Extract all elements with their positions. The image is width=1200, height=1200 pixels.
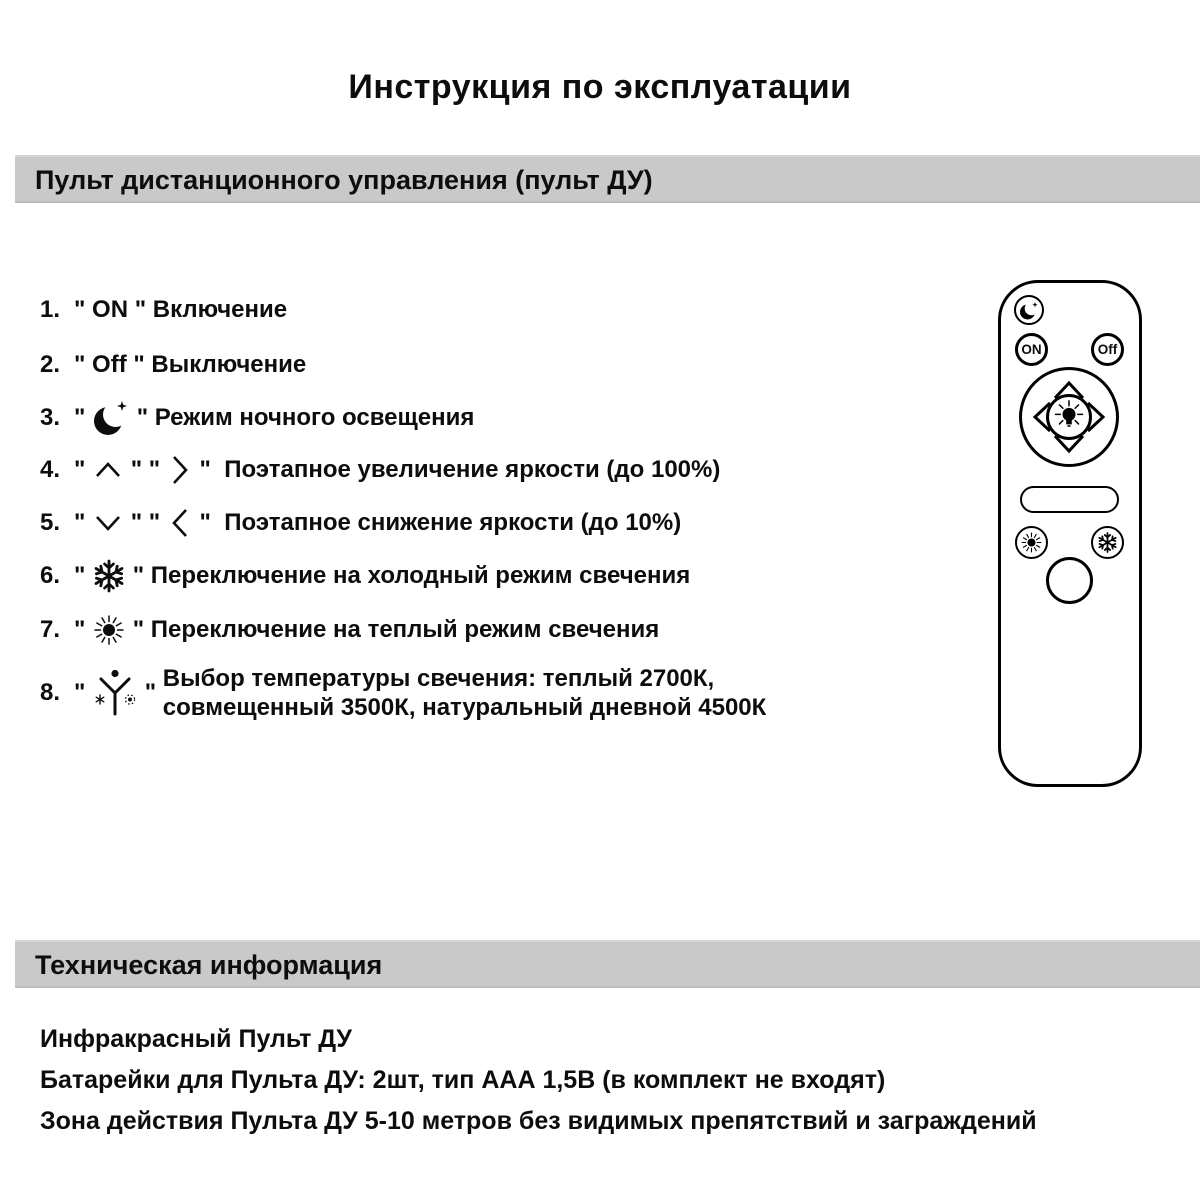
quote: " bbox=[74, 616, 93, 643]
sun-icon bbox=[1020, 531, 1043, 554]
quote: " bbox=[74, 562, 93, 589]
page-title: Инструкция по эксплуатации bbox=[348, 68, 852, 106]
item-text: Поэтапное снижение яркости (до 10%) bbox=[224, 509, 682, 536]
quote: " bbox=[74, 679, 93, 706]
item-number: 8. bbox=[40, 679, 61, 706]
instruction-item-3 bbox=[40, 398, 474, 438]
item-number: 5. bbox=[40, 509, 61, 536]
item-number: 4. bbox=[40, 456, 61, 483]
item-text: Выбор температуры свечения: теплый 2700К, совмещенный 3500К, натуральный дневной 4500К bbox=[162, 665, 767, 721]
chevron-up-icon bbox=[92, 455, 124, 485]
moon-icon bbox=[1019, 300, 1040, 321]
section-heading-remote: Пульт дистанционного управления (пульт ДУ) bbox=[15, 155, 1200, 203]
item-text: Переключение на холодный режим свечения bbox=[150, 562, 691, 589]
item-text: Поэтапное увеличение яркости (до 100%) bbox=[224, 456, 721, 483]
section-heading-tech: Техническая информация bbox=[15, 940, 1200, 988]
item-text: Режим ночного освещения bbox=[154, 404, 475, 431]
instruction-item-6 bbox=[40, 559, 690, 593]
tech-info-line: Инфракрасный Пульт ДУ bbox=[40, 1025, 352, 1053]
instruction-item-7 bbox=[40, 613, 659, 647]
on-label: ON bbox=[1021, 342, 1042, 357]
chevron-left-icon bbox=[167, 505, 193, 541]
quote: " bbox=[130, 404, 155, 431]
instruction-item-5 bbox=[40, 505, 681, 541]
quote: " bbox=[74, 509, 93, 536]
item-text: " Off " Выключение bbox=[74, 351, 307, 378]
mode-selector-icon bbox=[92, 668, 138, 718]
snowflake-icon bbox=[1096, 531, 1119, 554]
remote-off-button bbox=[1091, 333, 1124, 366]
moon-icon bbox=[92, 398, 130, 438]
snowflake-icon bbox=[92, 559, 126, 593]
item-text: " ON " Включение bbox=[74, 296, 288, 323]
instruction-item-8 bbox=[40, 664, 766, 722]
quote: " " bbox=[124, 509, 167, 536]
quote: " bbox=[138, 679, 163, 706]
remote-dpad-center-button bbox=[1046, 394, 1092, 440]
remote-on-button bbox=[1015, 333, 1048, 366]
remote-night-mode-button bbox=[1014, 295, 1044, 325]
quote: " bbox=[74, 456, 93, 483]
quote: " bbox=[74, 404, 93, 431]
instruction-item-2 bbox=[40, 351, 306, 379]
remote-round-button bbox=[1046, 557, 1093, 604]
remote-control-illustration bbox=[998, 280, 1142, 787]
quote: " bbox=[126, 616, 151, 643]
item-number: 6. bbox=[40, 562, 61, 589]
bulb-icon bbox=[1049, 397, 1089, 437]
off-label: Off bbox=[1097, 342, 1118, 357]
remote-dpad bbox=[1019, 367, 1119, 467]
instruction-item-1 bbox=[40, 296, 287, 324]
remote-cold-mode-button bbox=[1091, 526, 1124, 559]
item-number: 1. bbox=[40, 296, 61, 323]
item-text: Переключение на теплый режим свечения bbox=[150, 616, 660, 643]
quote: " " bbox=[124, 456, 167, 483]
item-number: 2. bbox=[40, 351, 61, 378]
item-number: 7. bbox=[40, 616, 61, 643]
instruction-item-4 bbox=[40, 452, 720, 488]
chevron-right-icon bbox=[167, 452, 193, 488]
remote-warm-mode-button bbox=[1015, 526, 1048, 559]
tech-info-line: Зона действия Пульта ДУ 5-10 метров без видимых препятствий и заграждений bbox=[40, 1107, 1037, 1135]
remote-pill-button bbox=[1020, 486, 1119, 513]
chevron-down-icon bbox=[92, 508, 124, 538]
quote: " bbox=[192, 456, 225, 483]
sun-icon bbox=[92, 613, 126, 647]
quote: " bbox=[126, 562, 151, 589]
tech-info-line: Батарейки для Пульта ДУ: 2шт, тип ААА 1,5В (в комплект не входят) bbox=[40, 1066, 886, 1094]
item-number: 3. bbox=[40, 404, 61, 431]
quote: " bbox=[192, 509, 225, 536]
